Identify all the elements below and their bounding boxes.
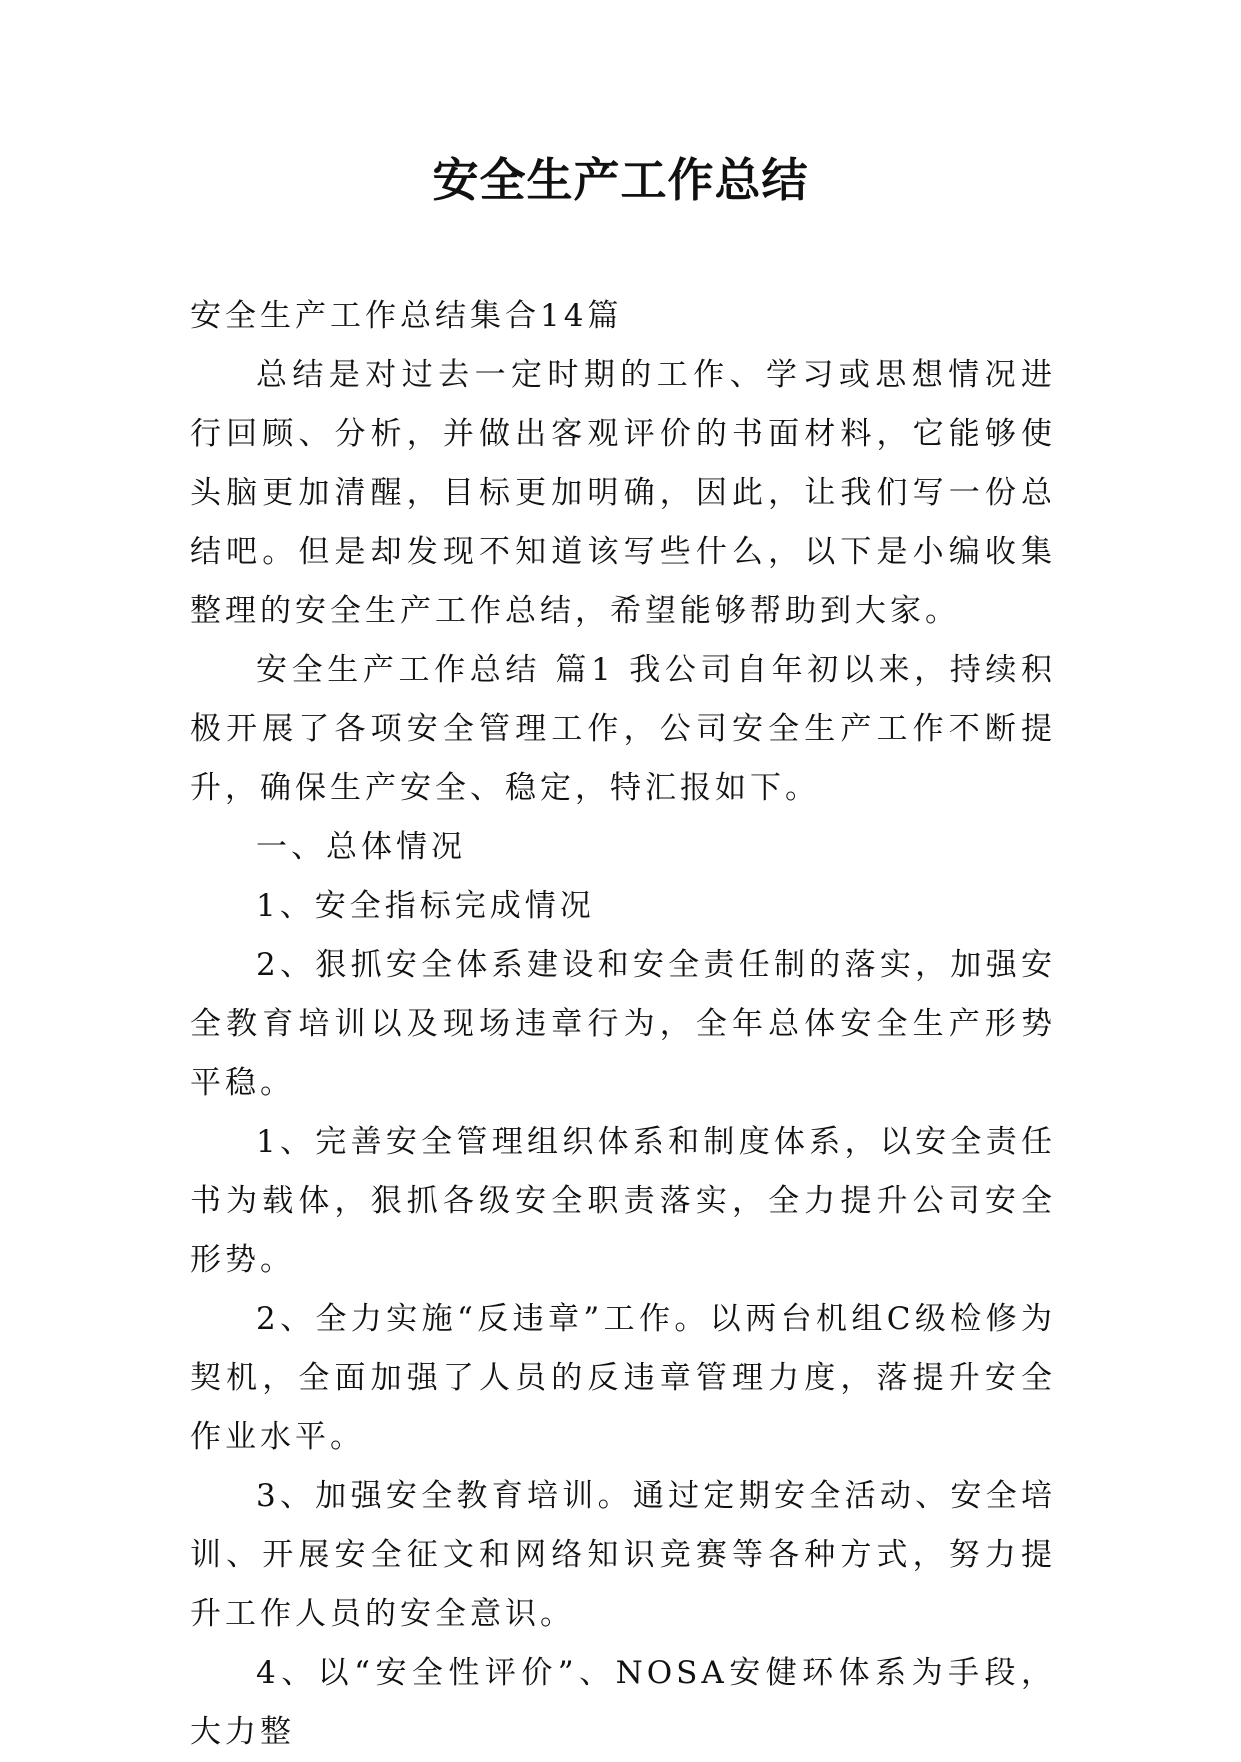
paragraph-item-2-system: 2、狠抓安全体系建设和安全责任制的落实，加强安全教育培训以及现场违章行为，全年总体安全生产形势平稳。 [190, 947, 1056, 1101]
document-body [190, 287, 1056, 1762]
paragraph-section-1-opening: 安全生产工作总结 篇1 我公司自年初以来，持续积极开展了各项安全管理工作，公司安全生产工作不断提升，确保生产安全、稳定，特汇报如下。 [190, 652, 1056, 806]
paragraph-item-1-organization: 1、完善安全管理组织体系和制度体系，以安全责任书为载体，狠抓各级安全职责落实，全力提升公司安全形势。 [190, 1124, 1056, 1278]
paragraph-item-2-anti-violation: 2、全力实施“反违章”工作。以两台机组C级检修为契机，全面加强了人员的反违章管理力度，落提升安全作业水平。 [190, 1301, 1056, 1455]
document-title: 安全生产工作总结 [432, 153, 809, 207]
paragraph-intro: 总结是对过去一定时期的工作、学习或思想情况进行回顾、分析，并做出客观评价的书面材料，它能够使头脑更加清醒，目标更加明确，因此，让我们写一份总结吧。但是却发现不知道该写些什么，以下是小编收集整理的安全生产工作总结，希望能够帮助到大家。 [190, 357, 1056, 629]
paragraph-item-4-evaluation: 4、以“安全性评价”、NOSA安健环体系为手段，大力整 [190, 1655, 1056, 1750]
paragraph-heading-indicators: 1、安全指标完成情况 [256, 888, 595, 924]
paragraph-item-3-training: 3、加强安全教育培训。通过定期安全活动、安全培训、开展安全征文和网络知识竞赛等各种方式，努力提升工作人员的安全意识。 [190, 1478, 1056, 1632]
paragraph-heading-overall: 一、总体情况 [256, 829, 466, 865]
paragraph-collection-heading: 安全生产工作总结集合14篇 [190, 298, 623, 334]
